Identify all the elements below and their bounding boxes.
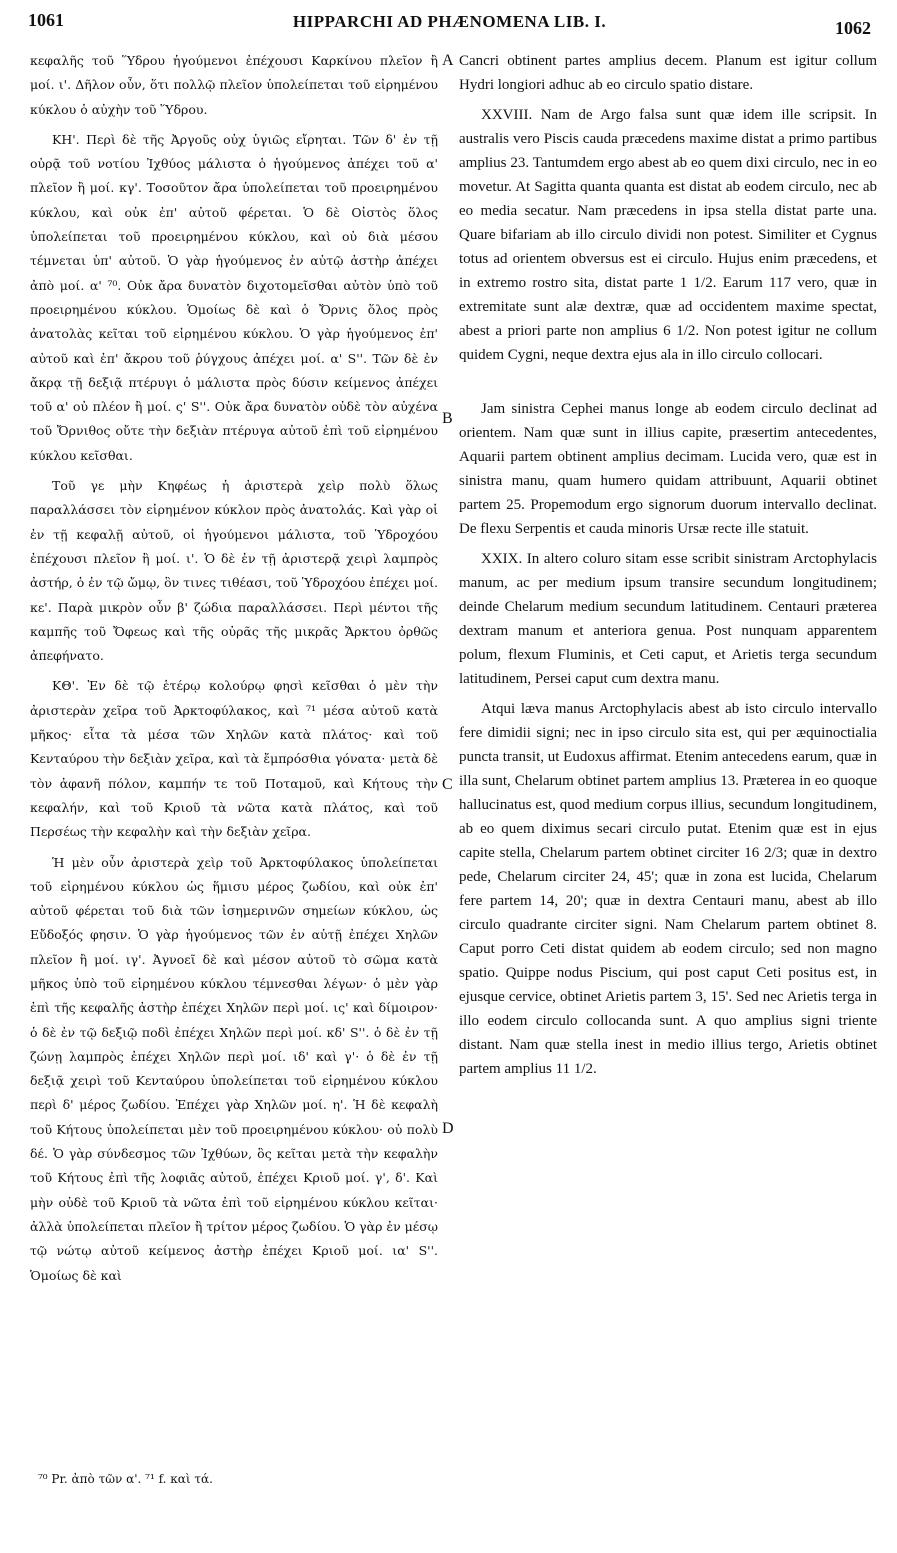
greek-paragraph: ΚΗ'. Περὶ δὲ τῆς Ἀργοῦς οὐχ ὑγιῶς εἴρηται. Τῶν δ' ἐν τῇ οὐρᾷ τοῦ νοτίου Ἰχθύος μάλιστα ὁ ἡγούμενος ἀπέχει τοῦ α' πλεῖον ἢ μοί. κγ'. Τοσοῦτον ἄρα ὑπολείπεται τοῦ προειρημένου κύκλου, καὶ οὐκ ἐπ' αὐτοῦ φέρεται. Ὁ δὲ Οἰστὸς ὅλος ὑπολείπεται τοῦ προειρημένου κύκλου, καὶ οὐ διὰ μέσου τέμνεται ὑπ' αὐτοῦ. Ὁ γὰρ ἡγούμενος ἐν αὐτῷ ἀστὴρ ἀπέχει ἀπὸ μοί. α' ⁷⁰. Οὐκ ἄρα δυνατὸν διχοτομεῖσθαι αὐτὸν ὑπὸ τοῦ προειρημένου κύκλου. Ὁμοίως δὲ καὶ ὁ Ὄρνις ὅλος πρὸς ἀνατολὰς κεῖται τοῦ εἰρημένου κύκλου. Ὁ γὰρ ἡγούμενος ἐπ' αὐτοῦ καὶ ἐπ' ἄκρου τοῦ ῥύγχους ἀπέχει μοί. α' S''. Τῶν δὲ ἐν ἄκρᾳ τῇ δεξιᾷ πτέρυγι ὁ μάλιστα πρὸς δύσιν κείμενος ἀπέχει τοῦ α' οὐ πλέον ἢ μοί. ς' S''. Οὐκ ἄρα δυνατὸν οὐδὲ τὸν αὐχένα τοῦ Ὄρνιθος οὔτε τὴν δεξιὰν πτέρυγα αὐτοῦ ἐπὶ τοῦ εἰρημένου κύκλου κεῖσθαι. (30, 131, 438, 463)
running-header (28, 8, 871, 48)
latin-paragraph: Atqui læva manus Arctophylacis abest ab isto circulo intervallo fere dimidii signi; nec in ipso circulo sita est, qui per æquinoctialia puncta transit, ut Eudoxus affirmat. Etenim antecedens earum, quæ in illa sunt, Chelarum obtinet partem amplius 13. Præterea in eo quoque hallucinatus est, quod medium corpus illius, secundum longitudinem, ab eo quem diximus secari circulo putat. Etenim quæ est in ejus capite stella, Chelarum partem obtinet circiter 16 2/3; quæ in dextro pede, Chelarum circiter 24, 45'; quæ in zona est lucida, Chelarum fere partem 14, 20'; quæ in dextra Centauri manu, abest ab illo circulo quadrante circiter signi. Nam Chelarum partem obtinet 8. Caput porro Ceti distat quidem ab eodem circulo; sed non magno spatio. Quippe nodus Piscium, qui post caput Ceti positus est, in ejusque cervice, obtinet Arietis partem 3, 15'. Sed nec Arietis terga in illo eodem circulo collocanda sunt. A quo amplius signi triente distant. Nam quæ stella inest in medio illius tergo, Arietis obtinet partem amplius 11 1/2. (459, 701, 877, 1077)
latin-paragraph: Cancri obtinent partes amplius decem. Planum est igitur collum Hydri longiori adhuc ab eo circulo spatio distare. (459, 53, 877, 93)
page-number-left: 1061 (28, 10, 64, 30)
page-number-right: 1062 (835, 18, 871, 38)
footnotes: ⁷⁰ Pr. ἀπὸ τῶν α'. ⁷¹ f. καὶ τά. (38, 1472, 213, 1486)
greek-paragraph: Τοῦ γε μὴν Κηφέως ἡ ἀριστερὰ χεὶρ πολὺ ὅλως παραλλάσσει τὸν εἰρημένον κύκλον πρὸς ἀνατολάς. Καὶ γὰρ οἱ ἐν τῇ κεφαλῇ αὐτοῦ, οἱ ἡγούμενοι μάλιστα, τοῦ Ὑδροχόου ἐπέχουσι πλεῖον ἢ μοί. ι'. Ὁ δὲ ἐν τῇ ἀριστερᾷ χειρὶ λαμπρὸς ἀστήρ, ὁ ἐν τῷ ὤμῳ, ὃν τινες τιθέασι, τοῦ Ὑδροχόου ἐπέχει μοί. κε'. Παρὰ μικρὸν οὖν β' ζώδια παραλλάσσει. Περὶ μέντοι τῆς καμπῆς τοῦ Ὄφεως καὶ τῆς οὐρᾶς τῆς μικρᾶς Ἄρκτου ὀρθῶς ἀπεφήνατο. (30, 478, 438, 664)
margin-letter: D (442, 1120, 454, 1137)
latin-column (459, 49, 877, 1081)
greek-paragraph: κεφαλῆς τοῦ Ὕδρου ἡγούμενοι ἐπέχουσι Καρκίνου πλεῖον ἢ μοί. ι'. Δῆλον οὖν, ὅτι πολλῷ πλεῖον ὑπολείπεται τοῦ εἰρημένου κύκλου ὁ αὐχὴν τοῦ Ὕδρου. (30, 53, 438, 117)
latin-paragraph: XXIX. In altero coluro sitam esse scribit sinistram Arctophylacis manum, ac per medium ipsum transire secundum longitudinem; deinde Chelarum medium secundum latitudinem. Centauri præterea dextram manum et anteriora genua. Post nunquam apparentem polum, flexum Fluminis, et Ceti caput, et Arietis terga secundum latitudinem, Persei caput cum dextra manu. (459, 551, 877, 687)
latin-paragraph: XXVIII. Nam de Argo falsa sunt quæ idem ille scripsit. In australis vero Piscis cauda præcedens maxime distat a primo partibus amplius 23. Tantumdem ergo abest ab eo quem dixi circulo, nec in eo movetur. At Sagitta quanta quanta est distat ab eodem circulo, nec ab eo media secatur. Nam præcedens in ipsa stella distat parte una. Quare bifariam ab illo circulo dividi non potest. Similiter et Cygnus totus ad orientem obversus est ei circulo. Hujus enim præcedens, et in extremo rostro sita, distat parte 1 1/2. Earum 117 vero, quæ in extremitate sunt alæ dextræ, quæ ad occidentem maxime spectat, abest a priori parte non amplius 6 1/2. Non potest igitur ne collum quidem Cygni, neque dextra ejus ala in illo circulo collocari. (459, 107, 877, 363)
greek-column (30, 49, 438, 1288)
margin-letter: C (442, 776, 453, 793)
greek-paragraph: Ἡ μὲν οὖν ἀριστερὰ χεὶρ τοῦ Ἀρκτοφύλακος ὑπολείπεται τοῦ εἰρημένου κύκλου ὡς ἥμισυ μέρος ζωδίου, καὶ οὐκ ἐπ' αὐτοῦ φέρεται τοῦ διὰ τῶν ἰσημερινῶν σημείων κύκλου, ὡς Εὔδοξός φησιν. Ὁ γὰρ ἡγούμενος τῶν ἐν αὐτῇ ἐπέχει Χηλῶν πλεῖον ἢ μοί. ιγ'. Ἀγνοεῖ δὲ καὶ μέσον αὐτοῦ τὸ σῶμα κατὰ μῆκος ὑπὸ τοῦ εἰρημένου κύκλου τέμνεσθαι λέγων· ὁ μὲν γὰρ ἐπὶ τῆς κεφαλῆς ἀστὴρ ἐπέχει Χηλῶν περὶ μοί. ις' καὶ δίμοιρον· ὁ δὲ ἐν τῷ δεξιῷ ποδὶ ἐπέχει Χηλῶν περὶ μοί. κδ' S''. ὁ δὲ ἐν τῇ ζώνῃ λαμπρὸς ἐπέχει Χηλῶν περὶ μοί. ιδ' καὶ γ'· ὁ δὲ ἐν τῇ δεξιᾷ χειρὶ τοῦ Κενταύρου ὑπολείπεται τοῦ εἰρημένου κύκλου περὶ δ' μέρος ζωδίου. Ἐπέχει γὰρ Χηλῶν μοί. η'. Ἡ δὲ κεφαλὴ τοῦ Κήτους ὑπολείπεται μὲν τοῦ προειρημένου κύκλου· οὐ πολὺ δέ. Ὁ γὰρ σύνδεσμος τῶν Ἰχθύων, ὃς κεῖται μετὰ τὴν κεφαλὴν τοῦ Κήτους ἐπὶ τῆς λοφιᾶς αὐτοῦ, ἐπέχει Κριοῦ μοί. γ', δ'. Καὶ μὴν οὐδὲ τοῦ Κριοῦ τὰ νῶτα ἐπὶ τοῦ εἰρημένου κύκλου κεῖται· ἀλλὰ ὑπολείπεται πλεῖον ἢ τρίτον μέρος ζωδίου. Ὁ γὰρ ἐν μέσῳ τῷ νώτῳ αὐτοῦ κείμενος ἀστὴρ ἐπέχει Κριοῦ μοί. ια' S''. Ὁμοίως δὲ καὶ (30, 854, 438, 1283)
greek-paragraph: ΚΘ'. Ἐν δὲ τῷ ἑτέρῳ κολούρῳ φησὶ κεῖσθαι ὁ μὲν τὴν ἀριστερὰν χεῖρα τοῦ Ἀρκτοφύλακος, καὶ ⁷¹ μέσα αὐτοῦ κατὰ μῆκος· εἶτα τὰ μέσα τῶν Χηλῶν κατὰ πλάτος· καὶ τοῦ Κενταύρου τὴν δεξιὰν χεῖρα, καὶ τὰ ἔμπρόσθια γόνατα· μετὰ δὲ τὸν ἀφανῆ πόλον, καμπήν τε τοῦ Ποταμοῦ, καὶ Κήτους τὴν κεφαλήν, καὶ τοῦ Κριοῦ τὰ νῶτα κατὰ πλάτος, καὶ τοῦ Περσέως τὴν κεφαλὴν καὶ τὴν δεξιὰν χεῖρα. (30, 678, 438, 840)
running-title: HIPPARCHI AD PHÆNOMENA LIB. I. (292, 12, 607, 31)
margin-letter: A (442, 52, 454, 69)
latin-paragraph: Jam sinistra Cephei manus longe ab eodem circulo declinat ad orientem. Nam quæ sunt in illius capite, præsertim antecedentes, Aquarii partem obtinent amplius decimam. Lucida vero, quæ est in sinistra manu, quam humero quidam attribuunt, Aquarii obtinet partem 25. Propemodum ergo signorum duorum intervallo declinat. De flexu Serpentis et cauda minoris Ursæ recte ille statuit. (459, 401, 877, 537)
margin-letter: B (442, 410, 453, 427)
